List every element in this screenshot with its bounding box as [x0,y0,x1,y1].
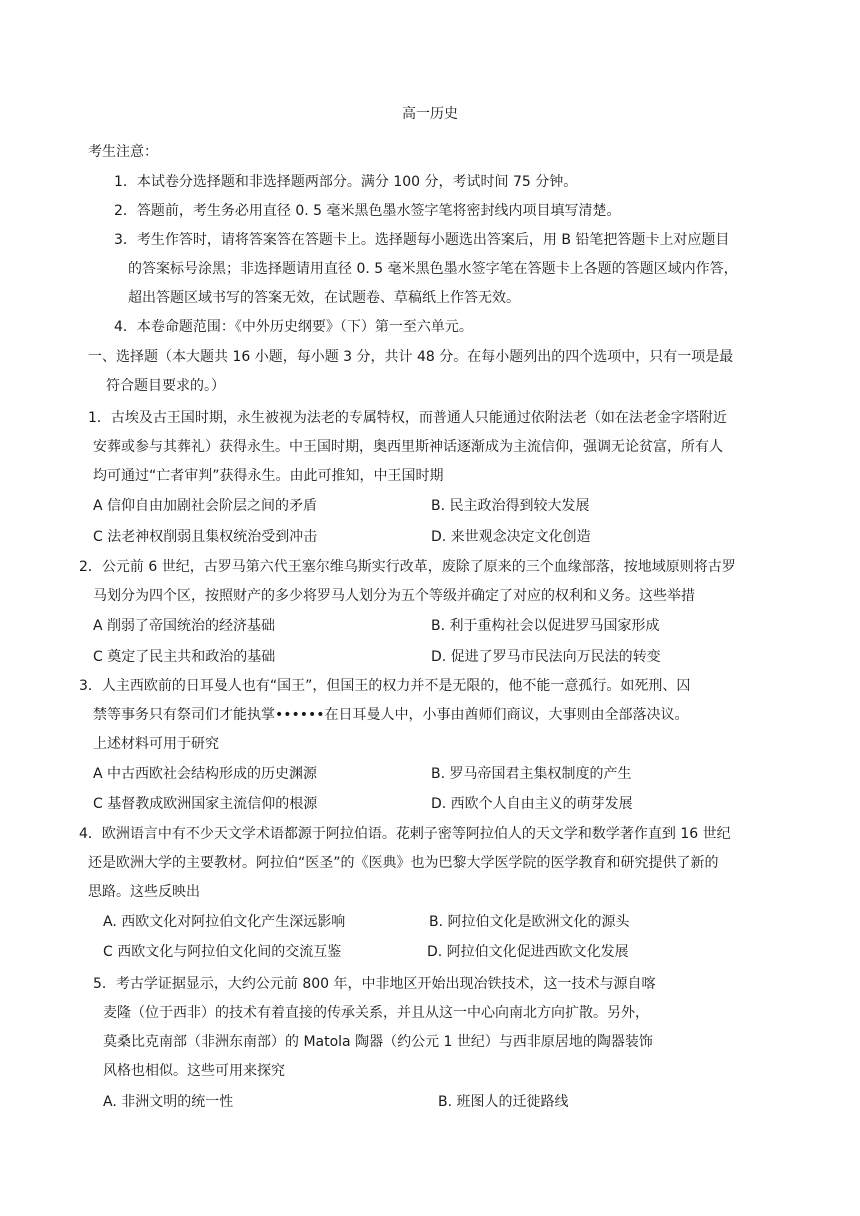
question-stem-line: 3．人主西欧前的日耳曼人也有“国王”，但国王的权力并不是无限的，他不能一意孤行。如死刑、囚 [79,678,691,694]
option-a: A 削弱了帝国统治的经济基础 [93,618,276,634]
option-d: D. 西欧个人自由主义的萌芽发展 [431,796,633,812]
notice-item-4: 4．本卷命题范围：《中外历史纲要》（下）第一至六单元。 [114,319,473,335]
option-d: D. 阿拉伯文化促进西欧文化发展 [427,944,629,960]
question-stem-line: 风格也相似。这些可用来探究 [103,1063,285,1079]
option-c: C 基督教成欧洲国家主流信仰的根源 [93,796,318,812]
option-b: B. 罗马帝国君主集权制度的产生 [431,766,632,782]
question-stem-line: 均可通过“亡者审判”获得永生。由此可推知，中王国时期 [93,468,444,484]
section-heading-line-2: 符合题目要求的。） [106,378,225,394]
option-d: D. 来世观念决定文化创造 [431,529,591,545]
question-stem-line: 还是欧洲大学的主要教材。阿拉伯“医圣”的《医典》也为巴黎大学医学院的医学教育和研究提供了新的 [88,855,719,871]
question-stem-line: 禁等事务只有祭司们才能执掌••••••在日耳曼人中，小事由酋师们商议，大事则由全部落决议。 [93,707,689,723]
question-stem-line: 思路。这些反映出 [88,884,200,900]
notice-item-2: 2．答题前，考生务必用直径 0. 5 毫米黑色墨水签字笔将密封线内项目填写清楚。 [114,203,621,219]
notice-item-1: 1．本试卷分选择题和非选择题两部分。满分 100 分，考试时间 75 分钟。 [114,174,578,190]
question-stem-line: 麦隆（位于西非）的技术有着直接的传承关系，并且从这一中心向南北方向扩散。另外， [103,1005,649,1021]
question-stem-line: 莫桑比克南部（非洲东南部）的 Matola 陶器（约公元 1 世纪）与西非原居地的陶器装饰 [103,1034,653,1050]
question-stem-line: 安葬或参与其葬礼）获得永生。中王国时期，奥西里斯神话逐渐成为主流信仰，强调无论贫富，所有人 [93,439,723,455]
notice-heading: 考生注意： [88,144,158,160]
question-stem-line: 5．考古学证据显示，大约公元前 800 年，中非地区开始出现冶铁技术，这一技术与源自喀 [93,976,656,992]
option-c: C 奠定了民主共和政治的基础 [93,649,276,665]
option-c: C 法老神权削弱且集权统治受到冲击 [93,529,318,545]
section-heading-line-1: 一、选择题（本大题共 16 小题，每小题 3 分，共计 48 分。在每小题列出的四个选项中，只有一项是最 [88,349,734,365]
option-b: B. 阿拉伯文化是欧洲文化的源头 [429,914,630,930]
option-c: C 西欧文化与阿拉伯文化间的交流互鉴 [103,944,342,960]
option-a: A 中古西欧社会结构形成的历史渊源 [93,766,318,782]
option-b: B. 利于重构社会以促进罗马国家形成 [431,618,660,634]
option-a: A. 非洲文明的统一性 [103,1094,234,1110]
question-stem-line: 4．欧洲语言中有不少天文学术语都源于阿拉伯语。花剌子密等阿拉伯人的天文学和数学著作直到 16 世纪 [79,826,731,842]
question-stem-line: 1．古埃及古王国时期，永生被视为法老的专属特权，而普通人只能通过依附法老（如在法老金字塔附近 [88,410,727,426]
notice-item-3-line-2: 的答案标号涂黑；非选择题请用直径 0. 5 毫米黑色墨水签字笔在答题卡上各题的答题区域内作答， [128,261,738,277]
option-b: B. 班图人的迁徙路线 [438,1094,569,1110]
question-stem-line: 马划分为四个区，按照财产的多少将罗马人划分为五个等级并确定了对应的权利和义务。这些举措 [93,588,695,604]
option-a: A 信仰自由加剧社会阶层之间的矛盾 [93,498,318,514]
option-b: B. 民主政治得到较大发展 [431,498,590,514]
question-stem-line: 上述材料可用于研究 [93,736,219,752]
page-title: 高一历史 [402,106,458,122]
notice-item-3-line-3: 超出答题区域书写的答案无效，在试题卷、草稿纸上作答无效。 [128,290,520,306]
option-d: D. 促进了罗马市民法向万民法的转变 [431,649,661,665]
notice-item-3-line-1: 3．考生作答时，请将答案答在答题卡上。选择题每小题选出答案后，用 B 铅笔把答题卡上对应题目 [114,232,730,248]
question-stem-line: 2．公元前 6 世纪，古罗马第六代王塞尔维乌斯实行改革，废除了原来的三个血缘部落，按地域原则将古罗 [79,559,736,575]
option-a: A. 西欧文化对阿拉伯文化产生深远影响 [103,914,346,930]
